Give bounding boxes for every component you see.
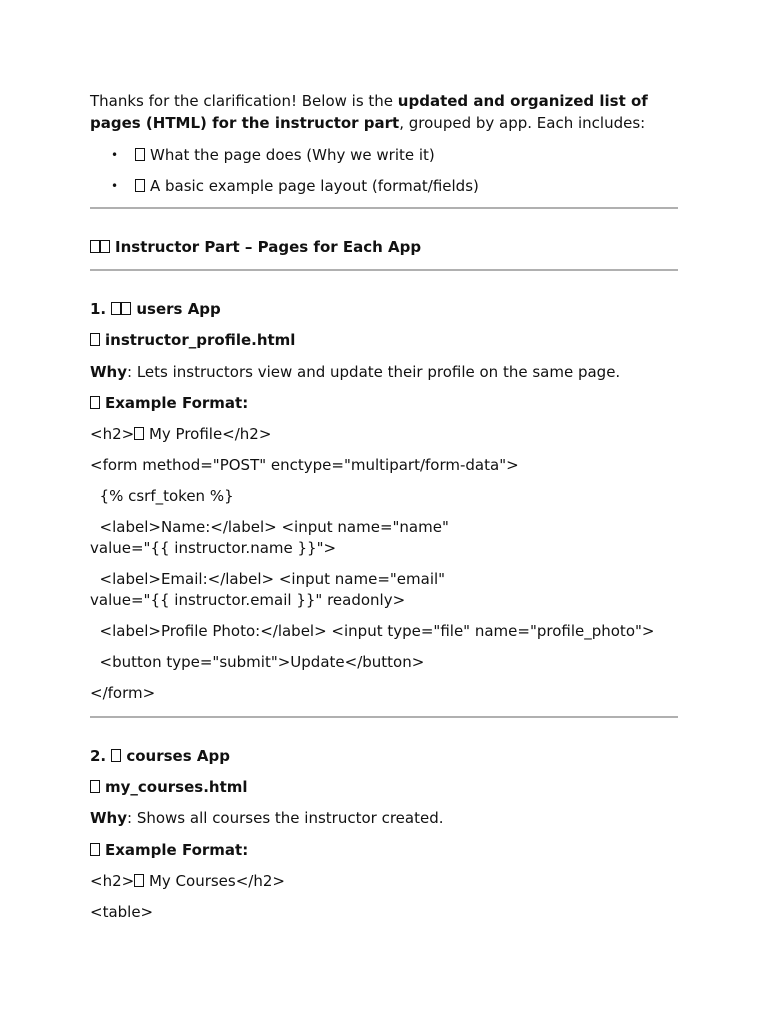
- courses-app-why: [90, 808, 444, 829]
- why-label: Why: [90, 809, 128, 827]
- why-label: Why: [90, 363, 128, 381]
- users-app-label: users App: [136, 300, 221, 318]
- code-line: <label>Profile Photo:</label> <input type="file" name="profile_photo">: [90, 622, 655, 640]
- bullet-dot-icon: •: [111, 179, 119, 193]
- bullet-dot-icon: •: [111, 148, 119, 162]
- intro-bold-1: updated and organized list of: [397, 92, 648, 110]
- missing-glyph-icon: [90, 396, 100, 409]
- users-app-file: [90, 330, 295, 351]
- section-title: [90, 237, 421, 258]
- code-line: {% csrf_token %}: [90, 487, 234, 505]
- why-text: : Shows all courses the instructor created.: [127, 809, 444, 827]
- users-app-number: 1.: [90, 300, 112, 318]
- users-app-example-label: [90, 393, 248, 414]
- intro-bold-2: pages (HTML) for the instructor part: [90, 114, 400, 132]
- courses-app-file-name: my_courses.html: [105, 778, 248, 796]
- missing-glyph-icon: [121, 302, 131, 315]
- bullet-text: What the page does (Why we write it): [150, 146, 435, 164]
- missing-glyph-icon: [111, 749, 121, 762]
- code-line: value="{{ instructor.email }}" readonly>: [90, 591, 406, 609]
- code-line: </form>: [90, 684, 156, 702]
- courses-app-file: [90, 777, 248, 798]
- missing-glyph-icon: [135, 179, 145, 192]
- intro-text-part2: , grouped by app. Each includes:: [399, 114, 646, 132]
- code-line: value="{{ instructor.name }}">: [90, 539, 337, 557]
- code-line: <button type="submit">Update</button>: [90, 653, 425, 671]
- courses-app-label: courses App: [126, 747, 230, 765]
- users-app-file-name: instructor_profile.html: [105, 331, 296, 349]
- why-text: : Lets instructors view and update their profile on the same page.: [127, 363, 621, 381]
- courses-app-example-label: [90, 840, 248, 861]
- code-line: <table>: [90, 903, 154, 921]
- section-title-text: Instructor Part – Pages for Each App: [115, 238, 422, 256]
- code-text: <h2>: [90, 872, 135, 890]
- missing-glyph-icon: [134, 427, 144, 440]
- code-line: [90, 871, 285, 892]
- example-label: Example Format:: [105, 841, 249, 859]
- missing-glyph-icon: [90, 843, 100, 856]
- code-line: <label>Name:</label> <input name="name": [90, 518, 449, 536]
- divider: [90, 207, 678, 209]
- missing-glyph-icon: [134, 874, 144, 887]
- missing-glyph-icon: [90, 333, 100, 346]
- code-text: My Profile</h2>: [144, 425, 272, 443]
- code-line: <label>Email:</label> <input name="email": [90, 570, 446, 588]
- code-line: <form method="POST" enctype="multipart/form-data">: [90, 456, 519, 474]
- code-text: <h2>: [90, 425, 135, 443]
- missing-glyph-icon: [90, 780, 100, 793]
- users-app-why: [90, 362, 620, 383]
- missing-glyph-icon: [135, 148, 145, 161]
- bullet-text: A basic example page layout (format/fields): [150, 177, 479, 195]
- missing-glyph-icon: [90, 240, 100, 253]
- intro-line-2: [90, 113, 645, 134]
- divider: [90, 716, 678, 718]
- courses-app-heading: [90, 746, 230, 767]
- code-text: My Courses</h2>: [144, 872, 285, 890]
- missing-glyph-icon: [100, 240, 110, 253]
- example-label: Example Format:: [105, 394, 249, 412]
- code-line: [90, 424, 271, 445]
- missing-glyph-icon: [111, 302, 121, 315]
- divider: [90, 269, 678, 271]
- intro-line-1: [90, 91, 648, 112]
- courses-app-number: 2.: [90, 747, 112, 765]
- users-app-heading: [90, 299, 221, 320]
- intro-text-part1: Thanks for the clarification! Below is the: [90, 92, 398, 110]
